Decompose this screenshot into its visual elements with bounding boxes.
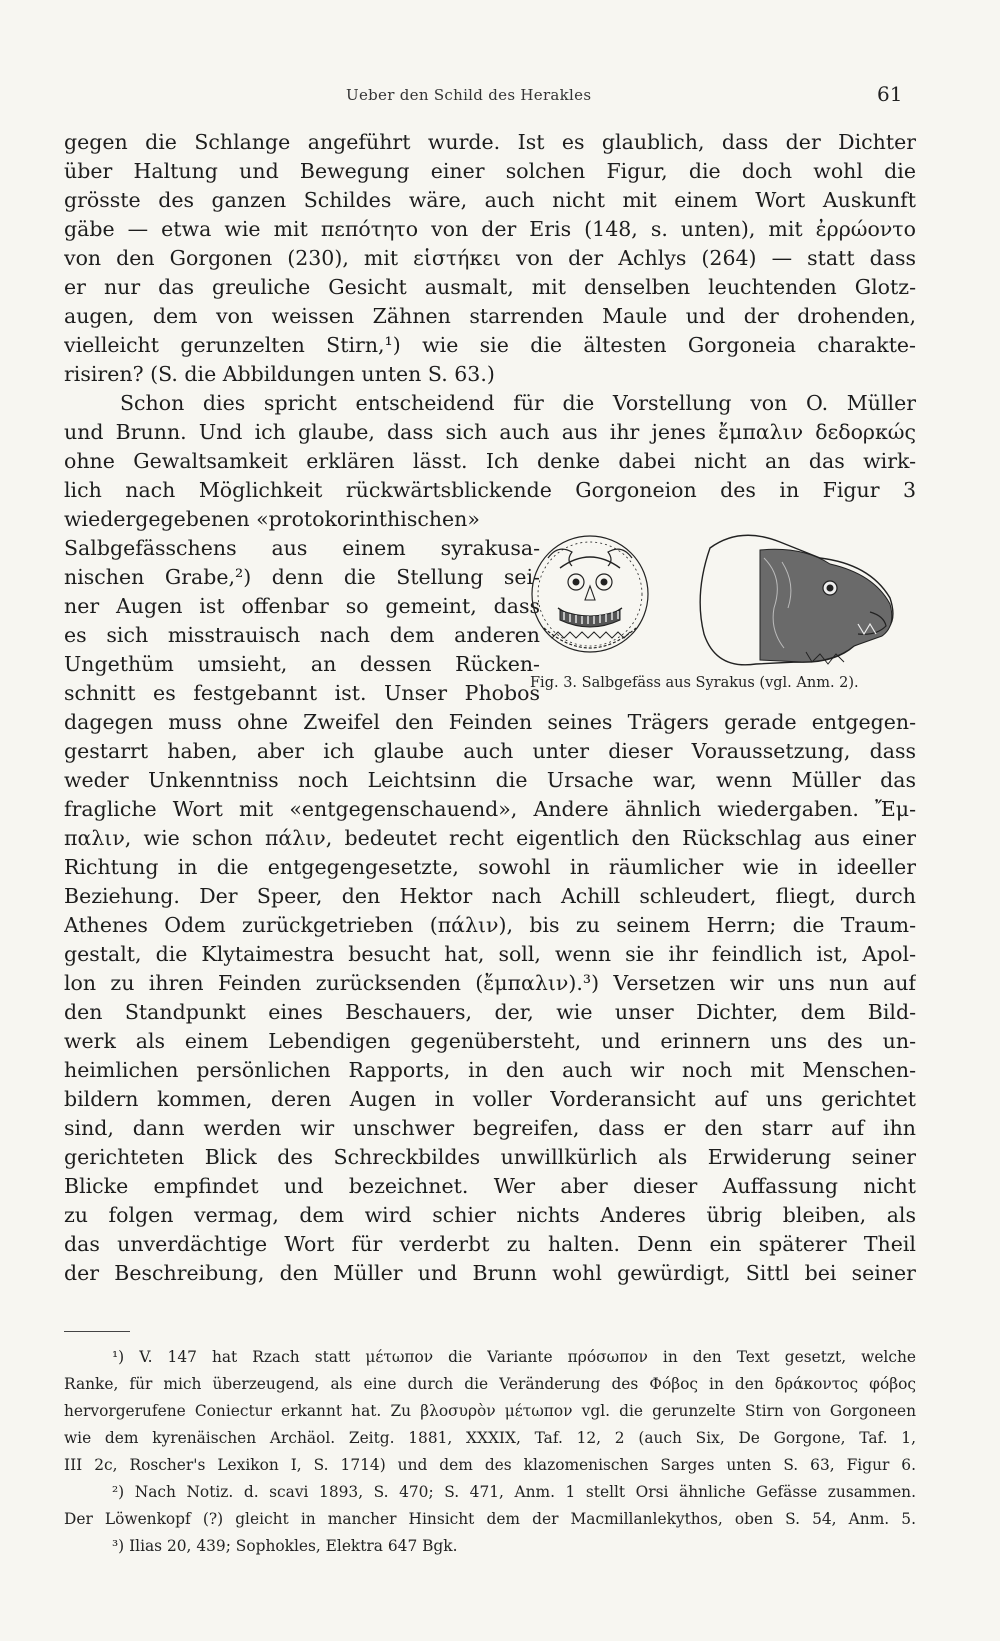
body-line: Salbgefässchens aus einem syrakusa- bbox=[64, 536, 540, 560]
running-head bbox=[0, 82, 1000, 108]
body-line: fragliche Wort mit «entgegenschauend», Andere ähnlich wiedergaben. Ἔμ- bbox=[64, 797, 916, 821]
gorgon-face bbox=[532, 536, 648, 652]
body-line: ner Augen ist offenbar so gemeint, dass bbox=[64, 594, 540, 618]
body-line: Schon dies spricht entscheidend für die Vorstellung von O. Müller bbox=[120, 391, 916, 415]
body-line: von den Gorgonen (230), mit εἱστήκει von der Achlys (264) — statt dass bbox=[64, 246, 916, 270]
body-line: grösste des ganzen Schildes wäre, auch nicht mit einem Wort Auskunft bbox=[64, 188, 916, 212]
body-text bbox=[64, 128, 916, 1288]
footnotes bbox=[64, 1344, 916, 1560]
body-line: schnitt es festgebannt ist. Unser Phobos bbox=[64, 681, 540, 705]
body-line: weder Unkenntniss noch Leichtsinn die Ursache war, wenn Müller das bbox=[64, 768, 916, 792]
gorgoneion-illustration bbox=[520, 528, 910, 676]
body-line: nischen Grabe,²) denn die Stellung sei- bbox=[64, 565, 540, 589]
body-line: sind, dann werden wir unschwer begreifen, dass er den starr auf ihn bbox=[64, 1116, 916, 1140]
body-line: und Brunn. Und ich glaube, dass sich auch aus ihr jenes ἔμπαλιν δεδορκώς bbox=[64, 420, 916, 444]
lion-head-vessel bbox=[700, 535, 893, 665]
body-line: werk als einem Lebendigen gegenübersteht, und erinnern uns des un- bbox=[64, 1029, 916, 1053]
body-line: es sich misstrauisch nach dem anderen bbox=[64, 623, 540, 647]
footnote-line: ²) Nach Notiz. d. scavi 1893, S. 470; S. 471, Anm. 1 stellt Orsi ähnliche Gefässe zusammen. bbox=[112, 1483, 916, 1501]
body-line: Blicke empfindet und bezeichnet. Wer aber dieser Auffassung nicht bbox=[64, 1174, 916, 1198]
body-line: gäbe — etwa wie mit πεπότητο von der Eris (148, s. unten), mit ἐρρώοντο bbox=[64, 217, 916, 241]
figure-3 bbox=[520, 528, 910, 676]
body-line: gestalt, die Klytaimestra besucht hat, soll, wenn sie ihr feindlich ist, Apol- bbox=[64, 942, 916, 966]
body-line: Richtung in die entgegengesetzte, sowohl in räumlicher wie in ideeller bbox=[64, 855, 916, 879]
body-line: παλιν, wie schon πάλιν, bedeutet recht eigentlich den Rückschlag aus einer bbox=[64, 826, 916, 850]
footnote-line: Der Löwenkopf (?) gleicht in mancher Hinsicht dem der Macmillanlekythos, oben S. 54, Anm. 5. bbox=[64, 1510, 916, 1528]
body-line: das unverdächtige Wort für verderbt zu halten. Denn ein späterer Theil bbox=[64, 1232, 916, 1256]
body-line: wiedergegebenen «protokorinthischen» bbox=[64, 507, 480, 531]
body-line: über Haltung und Bewegung einer solchen Figur, die doch wohl die bbox=[64, 159, 916, 183]
footnote-line: wie dem kyrenäischen Archäol. Zeitg. 1881, XXXIX, Taf. 12, 2 (auch Six, De Gorgone, Taf. 1, bbox=[64, 1429, 916, 1447]
body-line: Athenes Odem zurückgetrieben (πάλιν), bis zu seinem Herrn; die Traum- bbox=[64, 913, 916, 937]
body-line: lich nach Möglichkeit rückwärtsblickende Gorgoneion des in Figur 3 bbox=[64, 478, 916, 502]
body-line: gestarrt haben, aber ich glaube auch unter dieser Voraussetzung, dass bbox=[64, 739, 916, 763]
body-line: Ungethüm umsieht, an dessen Rücken- bbox=[64, 652, 540, 676]
body-line: risiren? (S. die Abbildungen unten S. 63.) bbox=[64, 362, 495, 386]
running-title: Ueber den Schild des Herakles bbox=[346, 86, 592, 104]
footnote-line: ¹) V. 147 hat Rzach statt μέτωπον die Variante πρόσωπον in den Text gesetzt, welche bbox=[112, 1348, 916, 1366]
page-number: 61 bbox=[877, 82, 903, 106]
footnote-rule bbox=[64, 1331, 130, 1332]
body-line: augen, dem von weissen Zähnen starrenden Maule und der drohenden, bbox=[64, 304, 916, 328]
figure-caption: Fig. 3. Salbgefäss aus Syrakus (vgl. Anm. 2). bbox=[530, 675, 859, 691]
body-line: vielleicht gerunzelten Stirn,¹) wie sie die ältesten Gorgoneia charakte- bbox=[64, 333, 916, 357]
footnote-line: III 2c, Roscher's Lexikon I, S. 1714) und dem des klazomenischen Sarges unten S. 63, Figur 6. bbox=[64, 1456, 916, 1474]
body-line: heimlichen persönlichen Rapports, in den auch wir noch mit Menschen- bbox=[64, 1058, 916, 1082]
body-line: ohne Gewaltsamkeit erklären lässt. Ich denke dabei nicht an das wirk- bbox=[64, 449, 916, 473]
footnote-line: ³) Ilias 20, 439; Sophokles, Elektra 647 Bgk. bbox=[112, 1537, 458, 1555]
body-line: lon zu ihren Feinden zurücksenden (ἔμπαλιν).³) Versetzen wir uns nun auf bbox=[64, 971, 916, 995]
body-line: den Standpunkt eines Beschauers, der, wie unser Dichter, dem Bild- bbox=[64, 1000, 916, 1024]
body-line: bildern kommen, deren Augen in voller Vorderansicht auf uns gerichtet bbox=[64, 1087, 916, 1111]
body-line: gegen die Schlange angeführt wurde. Ist es glaublich, dass der Dichter bbox=[64, 130, 916, 154]
body-line: zu folgen vermag, dem wird schier nichts Anderes übrig bleiben, als bbox=[64, 1203, 916, 1227]
body-line: dagegen muss ohne Zweifel den Feinden seines Trägers gerade entgegen- bbox=[64, 710, 916, 734]
body-line: er nur das greuliche Gesicht ausmalt, mit denselben leuchtenden Glotz- bbox=[64, 275, 916, 299]
body-line: der Beschreibung, den Müller und Brunn wohl gewürdigt, Sittl bei seiner bbox=[64, 1261, 916, 1285]
body-line: Beziehung. Der Speer, den Hektor nach Achill schleudert, fliegt, durch bbox=[64, 884, 916, 908]
footnote-line: hervorgerufene Coniectur erkannt hat. Zu βλοσυρὸν μέτωπον vgl. die gerunzelte Stirn von Gorgoneen bbox=[64, 1402, 916, 1420]
footnote-line: Ranke, für mich überzeugend, als eine durch die Veränderung des Φόβος in den δράκοντος φόβος bbox=[64, 1375, 916, 1393]
body-line: gerichteten Blick des Schreckbildes unwillkürlich als Erwiderung seiner bbox=[64, 1145, 916, 1169]
